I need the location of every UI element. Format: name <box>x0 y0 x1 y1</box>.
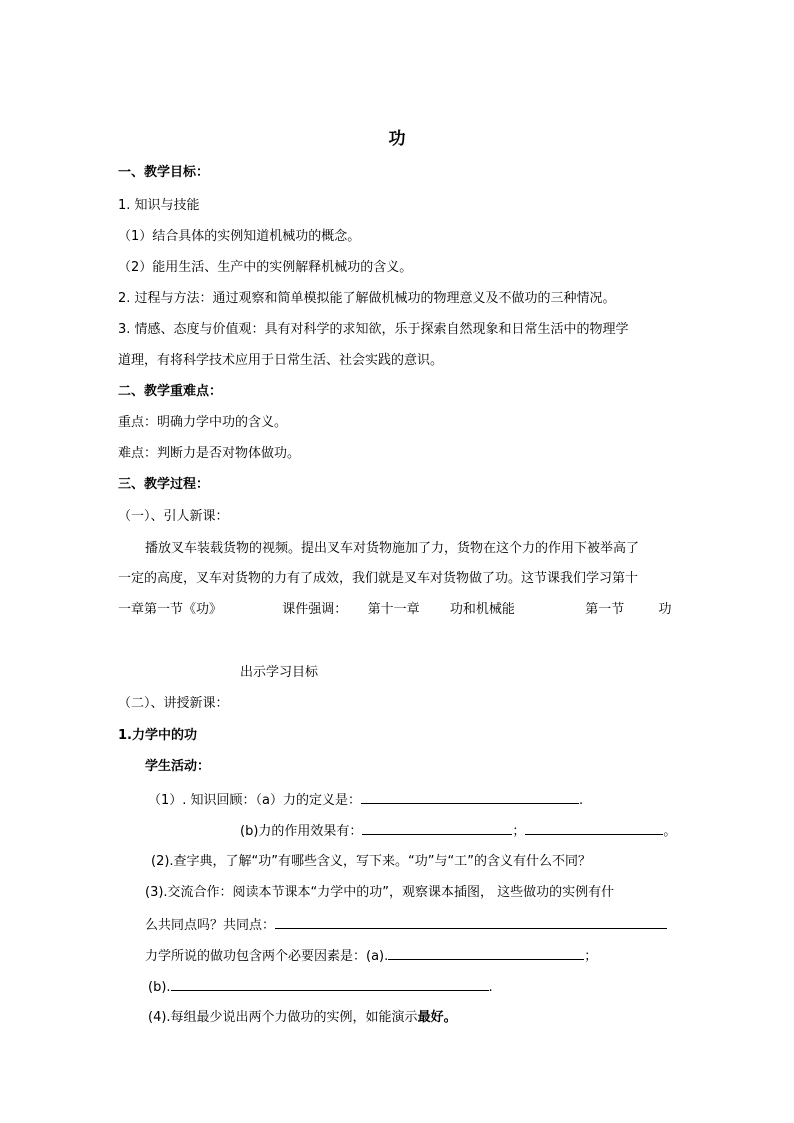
factor-b-line <box>148 977 493 997</box>
factors-label: 力学所说的做功包含两个必要因素是：(a). <box>145 949 389 964</box>
question-2: (2).查字典，了解“功”有哪些含义，写下来。“功”与“工”的含义有什么不同？ <box>151 854 591 869</box>
punctuation: . <box>488 980 493 995</box>
punctuation: . <box>579 793 584 808</box>
intro-paragraph-line2: 一定的高度，叉车对货物的力有了成效，我们就是叉车对货物做了功。这节课我们学习第十 <box>118 571 639 586</box>
question-3-line2 <box>145 915 667 935</box>
chapter-name: 功和机械能 <box>449 602 515 617</box>
key-point: 重点：明确力学中功的含义。 <box>118 415 288 430</box>
part-1-heading: （一）、引人新课： <box>118 509 229 524</box>
emphasis-label: 课件强调： <box>282 602 348 617</box>
section-number: 第一节 <box>585 602 625 617</box>
question-3-label: 么共同点吗？共同点： <box>145 918 276 933</box>
answer-blank[interactable] <box>362 821 512 835</box>
factor-b-label: (b). <box>148 980 171 995</box>
section-2-heading: 二、教学重难点： <box>118 384 223 399</box>
student-activity-label: 学生活动： <box>145 759 211 774</box>
answer-blank[interactable] <box>171 977 489 991</box>
question-3-line1: (3).交流合作：阅读本节课本“力学中的功”，观察课本插图， 这些做功的实例有什 <box>145 885 615 900</box>
chapter-number: 第十一章 <box>367 602 420 617</box>
factors-line <box>145 946 597 966</box>
punctuation: 。 <box>663 824 677 839</box>
intro-paragraph-line1: 播放叉车装载货物的视频。提出叉车对货物施加了力，货物在这个力的作用下被举高了 <box>145 541 640 556</box>
answer-blank[interactable] <box>361 790 579 804</box>
intro-paragraph-line3 <box>118 601 672 619</box>
part-2-heading: （二）、讲授新课： <box>118 696 229 711</box>
section-3-heading: 三、教学过程： <box>118 477 210 492</box>
question-4 <box>148 1009 457 1027</box>
objective-3-line1: 3. 情感、态度与价值观：具有对科学的求知欲，乐于探索自然现象和日常生活中的物理学 <box>118 322 629 337</box>
chapter-ref: 一章第一节《功》 <box>118 602 223 617</box>
show-goals: 出示学习目标 <box>240 665 319 680</box>
question-1a-label: （1）. 知识回顾：（a）力的定义是： <box>148 793 362 808</box>
question-4-emphasis: 最好。 <box>417 1010 457 1025</box>
question-4-text: (4).每组最少说出两个力做功的实例，如能演示 <box>148 1010 418 1025</box>
objective-1a: （1）结合具体的实例知道机械功的概念。 <box>118 229 361 244</box>
answer-blank[interactable] <box>388 946 584 960</box>
question-1a <box>148 790 583 810</box>
question-1b <box>240 821 676 841</box>
objective-3-line2: 道理，有将科学技术应用于日常生活、社会实践的意识。 <box>118 353 444 368</box>
question-1b-label: (b)力的作用效果有： <box>240 824 363 839</box>
subsection-1-heading: 1.力学中的功 <box>118 728 197 743</box>
punctuation: ； <box>512 824 526 839</box>
page-title: 功 <box>388 129 406 149</box>
answer-blank[interactable] <box>525 821 663 835</box>
section-name: 功 <box>658 602 672 617</box>
objective-1b: （2）能用生活、生产中的实例解释机械功的含义。 <box>118 260 413 275</box>
punctuation: ； <box>584 949 598 964</box>
difficult-point: 难点：判断力是否对物体做功。 <box>118 446 301 461</box>
objective-2: 2. 过程与方法：通过观察和简单模拟能了解做机械功的物理意义及不做功的三种情况。 <box>118 291 616 306</box>
objective-1: 1. 知识与技能 <box>118 198 200 213</box>
answer-blank[interactable] <box>275 915 667 929</box>
section-1-heading: 一、教学目标： <box>118 165 210 180</box>
